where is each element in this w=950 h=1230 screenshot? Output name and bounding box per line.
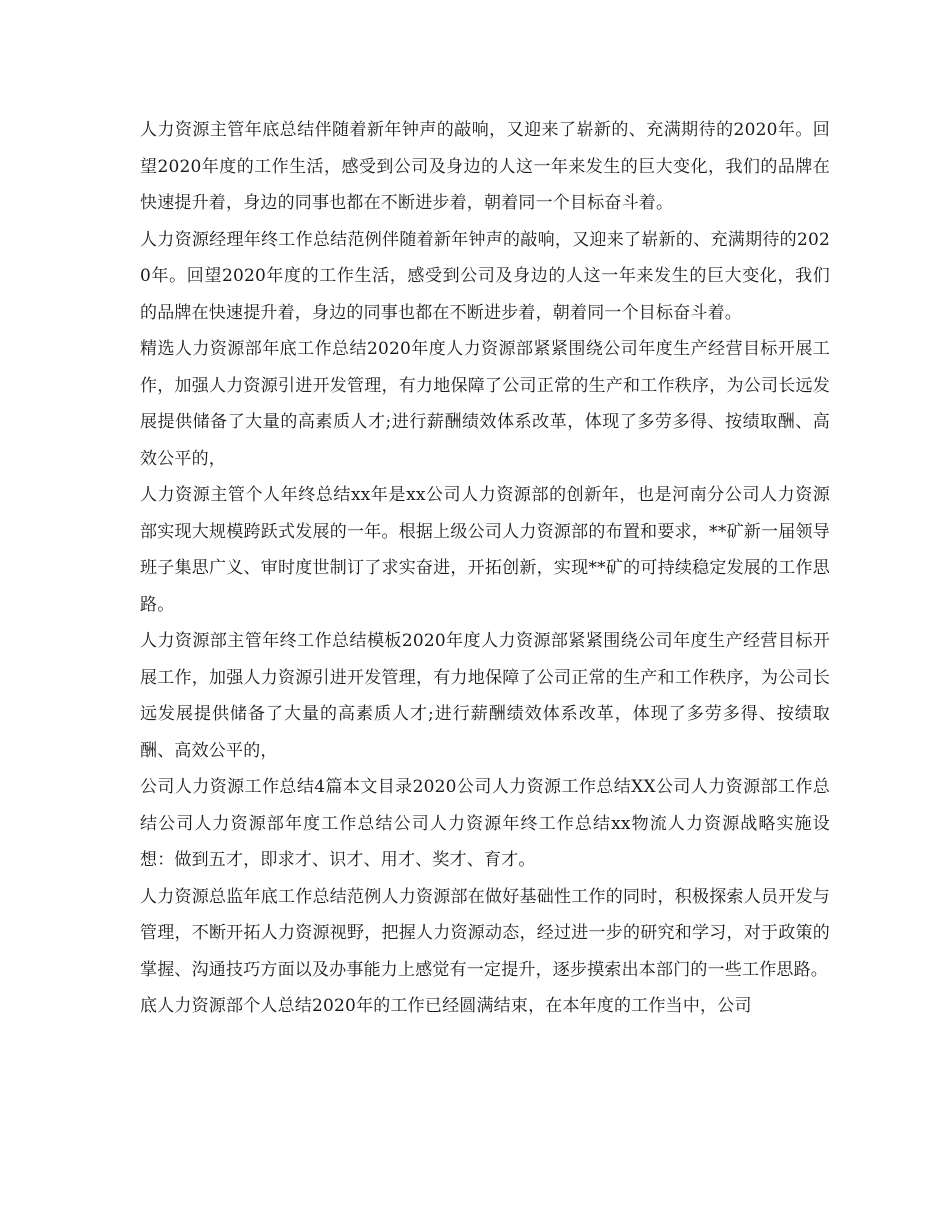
paragraph-4: 人力资源主管个人年终总结xx年是xx公司人力资源部的创新年，也是河南分公司人力资源部实现大规模跨跃式发展的一年。根据上级公司人力资源部的布置和要求，**矿新一届领导班子集思广义、审时度世制订了求实奋进，开拓创新，实现**矿的可持续稳定发展的工作思路。 [140,485,830,615]
document-body [140,112,830,1025]
paragraph-3: 精选人力资源部年底工作总结2020年度人力资源部紧紧围绕公司年度生产经营目标开展工作，加强人力资源引进开发管理，有力地保障了公司正常的生产和工作秩序，为公司长远发展提供储备了大量的高素质人才;进行薪酬绩效体系改革，体现了多劳多得、按绩取酬、高效公平的， [140,339,830,469]
paragraph-7: 人力资源总监年底工作总结范例人力资源部在做好基础性工作的同时，积极探索人员开发与管理，不断开拓人力资源视野，把握人力资源动态，经过进一步的研究和学习，对于政策的掌握、沟通技巧方面以及办事能力上感觉有一定提升，逐步摸索出本部门的一些工作思路。 [140,886,830,980]
paragraph-1: 人力资源主管年底总结伴随着新年钟声的敲响，又迎来了崭新的、充满期待的2020年。回望2020年度的工作生活，感受到公司及身边的人这一年来发生的巨大变化，我们的品牌在快速提升着，身边的同事也都在不断进步着，朝着同一个目标奋斗着。 [140,120,830,213]
paragraph-5: 人力资源部主管年终工作总结模板2020年度人力资源部紧紧围绕公司年度生产经营目标开展工作，加强人力资源引进开发管理，有力地保障了公司正常的生产和工作秩序，为公司长远发展提供储备了大量的高素质人才;进行薪酬绩效体系改革，体现了多劳多得、按绩取酬、高效公平的， [140,631,830,761]
paragraph-8: 底人力资源部个人总结2020年的工作已经圆满结束，在本年度的工作当中，公司 [140,996,752,1016]
paragraph-2: 人力资源经理年终工作总结范例伴随着新年钟声的敲响，又迎来了崭新的、充满期待的2020年。回望2020年度的工作生活，感受到公司及身边的人这一年来发生的巨大变化，我们的品牌在快速提升着，身边的同事也都在不断进步着，朝着同一个目标奋斗着。 [140,229,830,323]
paragraph-6: 公司人力资源工作总结4篇本文目录2020公司人力资源工作总结XX公司人力资源部工作总结公司人力资源部年度工作总结公司人力资源年终工作总结xx物流人力资源战略实施设想：做到五才，即求才、识才、用才、奖才、育才。 [140,777,830,870]
